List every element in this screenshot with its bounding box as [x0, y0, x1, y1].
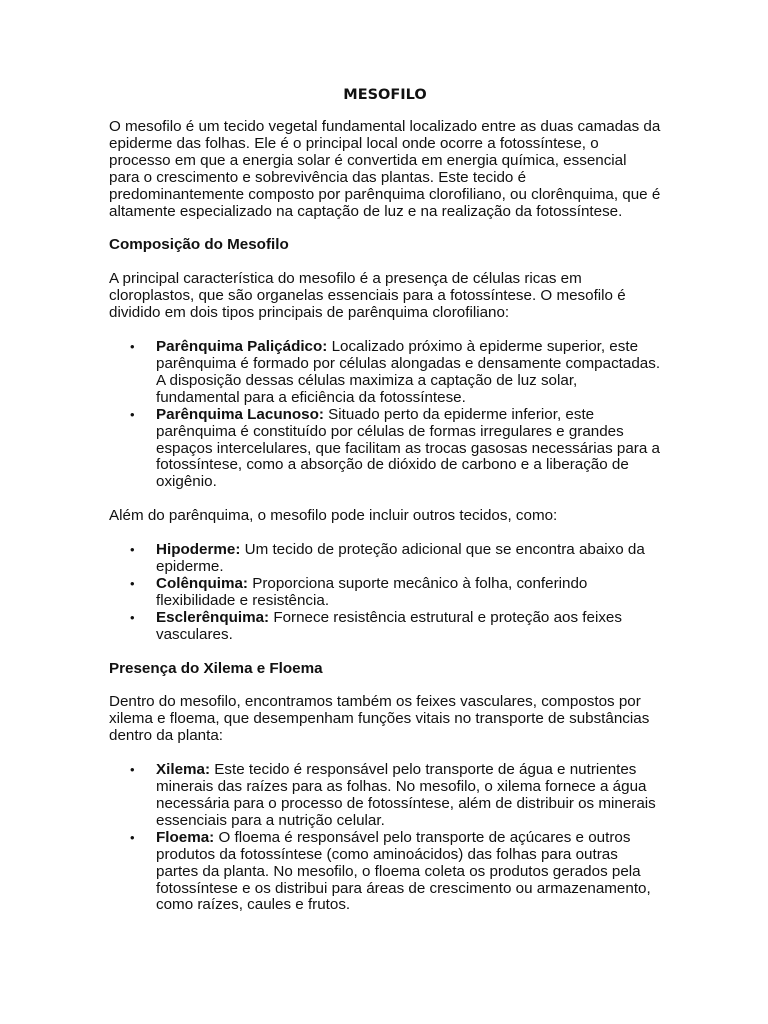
outros-tecidos-paragraph: Além do parênquima, o mesofilo pode incluir outros tecidos, como: — [109, 507, 558, 525]
list-item-term: Floema: — [156, 828, 215, 846]
document-title: MESOFILO — [343, 87, 427, 103]
xilema-floema-paragraph: Dentro do mesofilo, encontramos também os feixes vasculares, compostos por xilema e floema, que desempenham funções vitais no transporte de substâncias dentro da planta: — [109, 693, 650, 745]
bullet-icon: • — [130, 406, 135, 422]
bullet-icon: • — [130, 829, 135, 845]
list-item-text: Um tecido de proteção adicional que se encontra abaixo da epiderme. — [156, 541, 645, 576]
xilema-floema-list — [109, 762, 661, 914]
section-heading-composicao: Composição do Mesofilo — [109, 236, 289, 254]
bullet-icon: • — [130, 609, 135, 625]
list-item — [109, 762, 661, 830]
outros-tecidos-list — [109, 542, 661, 643]
list-item-text: O floema é responsável pelo transporte de açúcares e outros produtos da fotossíntese (como aminoácidos) das folhas para outras partes da planta. No mesofilo, o floema coleta os produtos gerados pela fotossíntese e os distribui para áreas de crescimento ou armazenamento, como raízes, caules e frutos. — [156, 828, 651, 914]
list-item — [109, 339, 661, 407]
intro-paragraph: O mesofilo é um tecido vegetal fundamental localizado entre as duas camadas da epiderme das folhas. Ele é o principal local onde ocorre a fotossíntese, o processo em que a energia solar é convertida em energia química, essencial para o crescimento e sobrevivência das plantas. Este tecido é predominantemente composto por parênquima clorofiliano, ou clorênquima, que é altamente especializado na captação de luz e na realização da fotossíntese. — [109, 118, 661, 220]
list-item-text: Localizado próximo à epiderme superior, este parênquima é formado por células alongadas e densamente compactadas. A disposição dessas células maximiza a captação de luz solar, fundamental para a eficiência da fotossíntese. — [156, 338, 661, 406]
parenquima-list — [109, 339, 661, 491]
list-item-term: Esclerênquima: — [156, 608, 270, 626]
section-heading-xilema-floema: Presença do Xilema e Floema — [109, 659, 323, 677]
bullet-icon: • — [130, 542, 135, 558]
list-item — [109, 407, 661, 492]
list-item-term: Parênquima Paliçádico: — [156, 338, 328, 356]
list-item — [109, 830, 661, 915]
list-item — [109, 542, 661, 576]
list-item-text: Proporciona suporte mecânico à folha, conferindo flexibilidade e resistência. — [156, 574, 588, 609]
bullet-icon: • — [130, 339, 135, 355]
list-item-text: Fornece resistência estrutural e proteção aos feixes vasculares. — [156, 608, 622, 643]
list-item-text: Situado perto da epiderme inferior, este parênquima é constituído por células de formas irregulares e grandes espaços intercelulares, que facilitam as trocas gasosas necessárias para a fotossíntese, como a absorção de dióxido de carbono e a liberação de oxigênio. — [156, 405, 660, 491]
composicao-paragraph: A principal característica do mesofilo é a presença de células ricas em cloroplastos, que são organelas essenciais para a fotossíntese. O mesofilo é dividido em dois tipos principais de parênquima clorofiliano: — [109, 270, 626, 322]
list-item — [109, 576, 661, 610]
list-item — [109, 610, 661, 644]
list-item-term: Colênquima: — [156, 574, 248, 592]
list-item-term: Xilema: — [156, 761, 211, 779]
bullet-icon: • — [130, 762, 135, 778]
document-page — [109, 86, 661, 931]
list-item-text: Este tecido é responsável pelo transporte de água e nutrientes minerais das raízes para as folhas. No mesofilo, o xilema fornece a água necessária para o processo de fotossíntese, além de distribuir os minerais essenciais para a nutrição celular. — [156, 761, 656, 829]
list-item-term: Parênquima Lacunoso: — [156, 405, 324, 423]
list-item-term: Hipoderme: — [156, 541, 241, 559]
bullet-icon: • — [130, 575, 135, 591]
